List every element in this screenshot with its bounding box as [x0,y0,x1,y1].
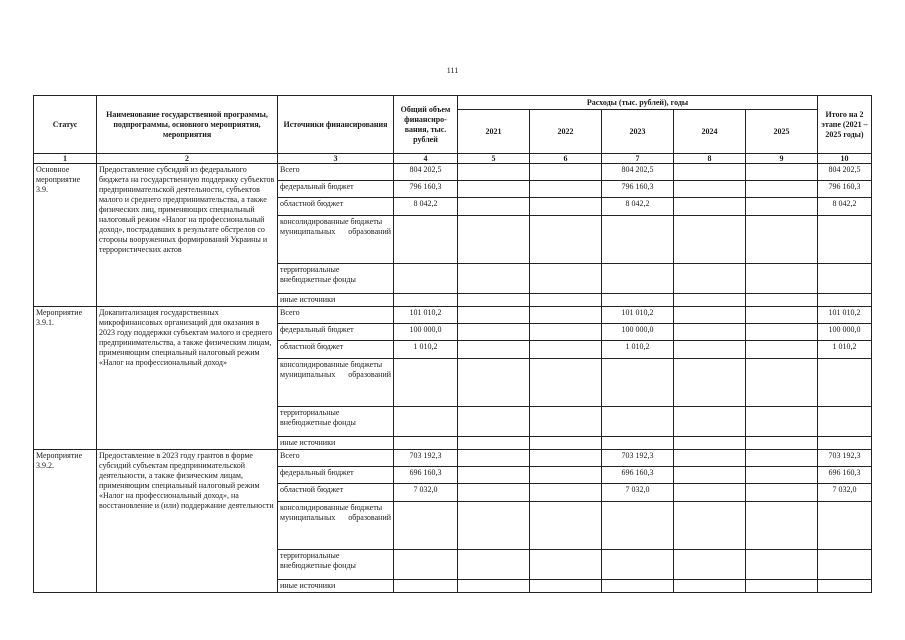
header-year-2021: 2021 [458,110,530,154]
year-2023-cell [602,550,674,580]
total-cell [394,502,458,550]
itogo-cell: 696 160,3 [818,467,872,484]
source-cell: федеральный бюджет [278,181,394,198]
year-2022-cell [530,467,602,484]
itogo-cell [818,407,872,437]
total-cell: 7 032,0 [394,484,458,502]
year-2022-cell [530,216,602,264]
year-2022-cell [530,341,602,359]
itogo-cell [818,359,872,407]
total-cell [394,550,458,580]
year-2025-cell [746,216,818,264]
source-cell: областной бюджет [278,341,394,359]
year-2022-cell [530,580,602,593]
year-2025-cell [746,580,818,593]
year-2023-cell: 101 010,2 [602,307,674,324]
total-cell: 1 010,2 [394,341,458,359]
source-cell: территориальные внебюджетные фонды [278,407,394,437]
column-number: 4 [394,154,458,164]
source-cell: федеральный бюджет [278,324,394,341]
year-2021-cell [458,580,530,593]
source-cell: иные источники [278,580,394,593]
year-2024-cell [674,294,746,307]
year-2024-cell [674,437,746,450]
source-cell: федеральный бюджет [278,467,394,484]
header-expenses: Расходы (тыс. рублей), годы [458,96,818,110]
year-2022-cell [530,437,602,450]
year-2024-cell [674,484,746,502]
year-2025-cell [746,484,818,502]
year-2025-cell [746,198,818,216]
itogo-cell: 796 160,3 [818,181,872,198]
year-2023-cell [602,437,674,450]
header-year-2023: 2023 [602,110,674,154]
itogo-cell: 7 032,0 [818,484,872,502]
source-cell: консолидированные бюджеты муниципальных образований [278,216,394,264]
year-2021-cell [458,407,530,437]
source-cell: консолидированные бюджеты муниципальных образований [278,359,394,407]
year-2025-cell [746,502,818,550]
column-number: 7 [602,154,674,164]
year-2022-cell [530,359,602,407]
itogo-cell: 8 042,2 [818,198,872,216]
itogo-cell [818,437,872,450]
year-2024-cell [674,467,746,484]
column-number: 9 [746,154,818,164]
header-year-2022: 2022 [530,110,602,154]
itogo-cell [818,294,872,307]
header-name: Наименование государственной программы, подпрограммы, основного мероприятия, мероприятия [97,96,278,154]
total-cell: 100 000,0 [394,324,458,341]
year-2022-cell [530,450,602,467]
year-2023-cell [602,216,674,264]
year-2025-cell [746,437,818,450]
total-cell: 703 192,3 [394,450,458,467]
itogo-cell [818,264,872,294]
year-2021-cell [458,341,530,359]
year-2023-cell [602,264,674,294]
year-2023-cell: 804 202,5 [602,164,674,181]
year-2024-cell [674,181,746,198]
total-cell: 101 010,2 [394,307,458,324]
year-2025-cell [746,550,818,580]
year-2025-cell [746,450,818,467]
source-cell: Всего [278,307,394,324]
year-2023-cell [602,359,674,407]
total-cell: 804 202,5 [394,164,458,181]
year-2021-cell [458,437,530,450]
total-cell: 696 160,3 [394,467,458,484]
year-2022-cell [530,294,602,307]
year-2023-cell: 1 010,2 [602,341,674,359]
year-2024-cell [674,359,746,407]
year-2023-cell: 8 042,2 [602,198,674,216]
column-number: 8 [674,154,746,164]
year-2023-cell: 796 160,3 [602,181,674,198]
year-2021-cell [458,216,530,264]
source-cell: Всего [278,164,394,181]
status-cell: Мероприятие 3.9.2. [34,450,97,593]
year-2022-cell [530,181,602,198]
year-2025-cell [746,307,818,324]
total-cell [394,580,458,593]
total-cell [394,294,458,307]
source-cell: консолидированные бюджеты муниципальных образований [278,502,394,550]
source-cell: иные источники [278,294,394,307]
year-2022-cell [530,164,602,181]
year-2021-cell [458,359,530,407]
source-cell: территориальные внебюджетные фонды [278,550,394,580]
year-2023-cell [602,502,674,550]
year-2024-cell [674,407,746,437]
itogo-cell: 100 000,0 [818,324,872,341]
year-2023-cell: 696 160,3 [602,467,674,484]
total-cell [394,264,458,294]
year-2022-cell [530,550,602,580]
year-2021-cell [458,164,530,181]
year-2024-cell [674,550,746,580]
year-2024-cell [674,341,746,359]
year-2022-cell [530,502,602,550]
year-2025-cell [746,324,818,341]
year-2022-cell [530,307,602,324]
year-2023-cell: 100 000,0 [602,324,674,341]
column-number: 10 [818,154,872,164]
measure-name-cell: Докапитализация государственных микрофинансовых организаций для оказания в 2023 году поддержки субъектам малого и среднего предпринимательства, а также физическим лицам, применяющим специальный налоговый режим «Налог на профессиональный доход» [97,307,278,450]
header-year-2024: 2024 [674,110,746,154]
source-cell: Всего [278,450,394,467]
year-2024-cell [674,264,746,294]
year-2024-cell [674,164,746,181]
total-cell [394,407,458,437]
itogo-cell [818,550,872,580]
year-2025-cell [746,181,818,198]
year-2025-cell [746,164,818,181]
year-2021-cell [458,484,530,502]
year-2025-cell [746,264,818,294]
itogo-cell: 1 010,2 [818,341,872,359]
source-cell: областной бюджет [278,484,394,502]
year-2023-cell: 703 192,3 [602,450,674,467]
itogo-cell [818,216,872,264]
column-number-row [34,154,872,164]
total-cell [394,437,458,450]
year-2024-cell [674,502,746,550]
page-number: 111 [446,66,459,75]
table-row [34,450,872,467]
status-cell: Мероприятие 3.9.1. [34,307,97,450]
header-status: Статус [34,96,97,154]
year-2025-cell [746,341,818,359]
measure-name-cell: Предоставление в 2023 году грантов в форме субсидий субъектам предпринимательской деятельности, а также физическим лицам, применяющим специальный налоговый режим «Налог на профессиональный доход», на восстановление и (или) поддержание деятельности [97,450,278,593]
year-2021-cell [458,502,530,550]
year-2021-cell [458,264,530,294]
itogo-cell: 703 192,3 [818,450,872,467]
source-cell: областной бюджет [278,198,394,216]
year-2024-cell [674,307,746,324]
year-2023-cell [602,580,674,593]
column-number: 2 [97,154,278,164]
year-2021-cell [458,294,530,307]
year-2021-cell [458,467,530,484]
header-itogo: Итого на 2 этапе (2021 – 2025 годы) [818,96,872,154]
year-2023-cell: 7 032,0 [602,484,674,502]
year-2024-cell [674,580,746,593]
year-2025-cell [746,467,818,484]
header-total-volume: Общий объем финансиро-вания, тыс. рублей [394,96,458,154]
year-2024-cell [674,216,746,264]
year-2021-cell [458,181,530,198]
year-2022-cell [530,324,602,341]
year-2022-cell [530,264,602,294]
year-2025-cell [746,294,818,307]
year-2021-cell [458,307,530,324]
year-2024-cell [674,450,746,467]
itogo-cell: 804 202,5 [818,164,872,181]
status-cell: Основное мероприятие 3.9. [34,164,97,307]
year-2025-cell [746,359,818,407]
total-cell: 8 042,2 [394,198,458,216]
year-2024-cell [674,324,746,341]
year-2024-cell [674,198,746,216]
column-number: 6 [530,154,602,164]
total-cell: 796 160,3 [394,181,458,198]
year-2025-cell [746,407,818,437]
itogo-cell: 101 010,2 [818,307,872,324]
year-2022-cell [530,407,602,437]
year-2021-cell [458,550,530,580]
year-2021-cell [458,450,530,467]
year-2021-cell [458,198,530,216]
header-sources: Источники финансирования [278,96,394,154]
budget-table [33,95,872,593]
itogo-cell [818,580,872,593]
column-number: 1 [34,154,97,164]
column-number: 5 [458,154,530,164]
itogo-cell [818,502,872,550]
column-number: 3 [278,154,394,164]
year-2022-cell [530,198,602,216]
total-cell [394,359,458,407]
year-2021-cell [458,324,530,341]
year-2022-cell [530,484,602,502]
measure-name-cell: Предоставление субсидий из федерального бюджета на государственную поддержку субъектов предпринимательской деятельности, субъектов малого и среднего предпринимательства, а также физических лиц, применяющих специальный налоговый режим «Налог на профессиональный доход», пострадавших в результате обстрелов со стороны вооруженных формирований Украины и террористических актов [97,164,278,307]
table-row [34,164,872,181]
source-cell: территориальные внебюджетные фонды [278,264,394,294]
total-cell [394,216,458,264]
year-2023-cell [602,407,674,437]
table-row [34,307,872,324]
year-2023-cell [602,294,674,307]
header-year-2025: 2025 [746,110,818,154]
source-cell: иные источники [278,437,394,450]
